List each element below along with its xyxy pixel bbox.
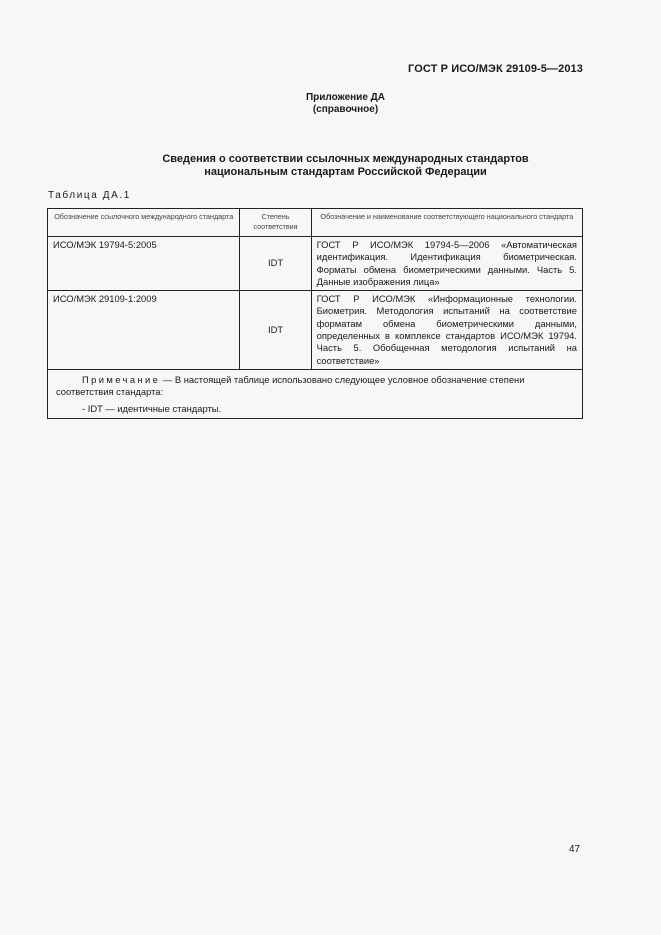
note-item: - IDT — идентичные стандарты. — [82, 402, 222, 414]
conformity-table — [47, 208, 583, 419]
page-number: 47 — [569, 844, 581, 855]
national-standard-cell: ГОСТ Р ИСО/МЭК 19794-5—2006 «Автоматическая идентификация. Идентификация биометрическая. Форматы обмена биометрическими данными. Часть 5. Данные изображения лица» — [311, 237, 582, 291]
document-code: ГОСТ Р ИСО/МЭК 29109-5—2013 — [408, 63, 583, 75]
section-title — [0, 153, 661, 179]
header-national-standard: Обозначение и наименование соответствующего национального стандарта — [311, 209, 582, 237]
reference-standard-cell: ИСО/МЭК 29109-1:2009 — [48, 291, 240, 370]
note-label: Примечание — [82, 373, 161, 385]
section-title-line2: национальным стандартам Российской Федерации — [204, 166, 487, 178]
annex-title: Приложение ДА — [305, 92, 386, 103]
section-title-line1: Сведения о соответствии ссылочных международных стандартов — [162, 153, 529, 165]
note-text: — В настоящей таблице использовано следующее условное обозначение степени соответствия стандарта: — [56, 373, 525, 398]
degree-cell: IDT — [240, 237, 311, 291]
national-standard-cell: ГОСТ Р ИСО/МЭК «Информационные технологии. Биометрия. Методология испытаний на соответствие форматам обмена биометрическими данными, определенных в комплексе стандартов ИСО/МЭК 19794. Часть 5. Обобщенная методология испытаний на соответствие» — [311, 291, 582, 370]
annex-subtitle: (справочное) — [312, 104, 379, 115]
table-note-cell — [48, 369, 583, 418]
degree-cell: IDT — [240, 291, 311, 370]
table-header-row — [48, 209, 583, 237]
table-row — [48, 237, 583, 291]
annex-heading — [0, 92, 661, 116]
table-row — [48, 291, 583, 370]
table-note-row — [48, 369, 583, 418]
header-international-standard: Обозначение ссылочного международного стандарта — [48, 209, 240, 237]
table-caption: Таблица ДА.1 — [48, 190, 131, 201]
reference-standard-cell: ИСО/МЭК 19794-5:2005 — [48, 237, 240, 291]
header-conformity-degree: Степень соответствия — [240, 209, 311, 237]
